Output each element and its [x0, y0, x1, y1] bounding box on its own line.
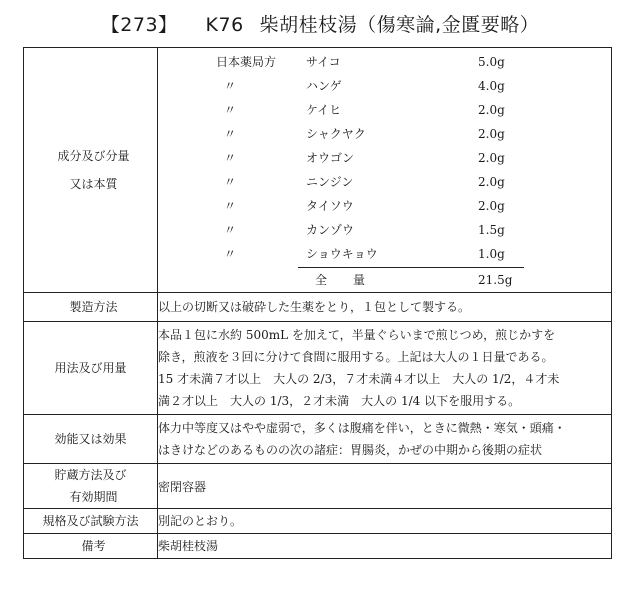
ingredients-label-line1: [24, 142, 157, 170]
ingredient-row: [158, 242, 611, 266]
dosage-label: 用法及び用量: [24, 322, 158, 415]
efficacy-label: 効能又は効果: [24, 415, 158, 464]
manufacturing-row: [24, 293, 612, 322]
label-char: 備: [81, 539, 94, 553]
ingredient-amount: 5.0g: [478, 55, 505, 69]
label-char: 本: [93, 177, 106, 191]
ingredient-name: ニンジン: [306, 175, 354, 189]
dosage-cell: [158, 322, 612, 415]
ingredient-name: タイソウ: [306, 199, 354, 213]
storage-text: 密閉容器: [158, 464, 612, 509]
ingredient-name: ケイヒ: [306, 103, 342, 117]
ingredient-name: サイコ: [306, 55, 341, 69]
remarks-label: [24, 534, 158, 559]
dosage-line: 除き，煎液を３回に分けて食間に服用する。上記は大人の１日量である。: [158, 350, 554, 364]
ingredient-amount: 2.0g: [478, 199, 505, 213]
formula-name: 柴胡桂枝湯（傷寒論,金匱要略）: [259, 14, 540, 36]
ingredient-amount: 4.0g: [478, 79, 505, 93]
specification-label: 規格及び試験方法: [24, 509, 158, 534]
formula-spec-table: [23, 47, 612, 559]
efficacy-line: 体力中等度又はやや虚弱で，多くは腹痛を伴い，ときに微熱・寒気・頭痛・: [158, 421, 566, 435]
storage-label: [24, 464, 158, 509]
label-char: 造: [81, 300, 94, 314]
pharmacopoeia-label: 日本薬局方: [216, 55, 277, 69]
label-char: 分: [69, 149, 82, 163]
ingredient-row: [158, 122, 611, 146]
ditto-mark: 〃: [224, 79, 237, 93]
ditto-mark: 〃: [224, 127, 237, 141]
ingredient-amount: 2.0g: [478, 175, 505, 189]
efficacy-cell: [158, 415, 612, 464]
ingredient-row: [158, 50, 611, 74]
ingredient-name: カンゾウ: [306, 223, 355, 237]
ingredients-cell: [158, 48, 612, 293]
label-char: 製: [69, 300, 82, 314]
dosage-line: 15 才未満７才以上 大人の 2/3，７才未満４才以上 大人の 1/2，４才未: [158, 372, 560, 386]
storage-label-line2: [24, 486, 157, 508]
ingredient-amount: 2.0g: [478, 127, 505, 141]
label-char: 方: [93, 300, 106, 314]
label-char: 法: [105, 300, 118, 314]
ingredient-amount: 2.0g: [478, 151, 505, 165]
dosage-text: [158, 322, 611, 414]
ditto-mark: 〃: [224, 223, 237, 237]
ingredients-row: [24, 48, 612, 293]
ingredient-name: シャクヤク: [306, 127, 366, 141]
label-char: 期: [93, 490, 106, 504]
storage-row: [24, 464, 612, 509]
ingredient-amount: 1.5g: [478, 223, 505, 237]
formula-code: K76: [205, 14, 244, 36]
page-title: [0, 10, 640, 38]
ditto-mark: 〃: [224, 247, 237, 261]
total-amount: 21.5g: [478, 273, 513, 287]
efficacy-text: [158, 415, 611, 463]
ingredients-label-line2: [24, 170, 157, 198]
storage-label-line1: 貯蔵方法及び: [54, 468, 127, 482]
specification-row: [24, 509, 612, 534]
dosage-line: 本品１包に水約 500mL を加えて，半量ぐらいまで煎じつめ，煎じかすを: [158, 328, 556, 342]
total-label: 全量: [315, 273, 392, 287]
label-char: 考: [93, 539, 106, 553]
total-row: [158, 268, 611, 292]
ingredient-name: ハンゲ: [306, 79, 342, 93]
ditto-mark: 〃: [224, 151, 237, 165]
entry-number: 【273】: [100, 14, 178, 36]
ingredient-name: オウゴン: [306, 151, 355, 165]
ingredient-amount: 2.0g: [478, 103, 505, 117]
ditto-mark: 〃: [224, 103, 237, 117]
label-char: 成: [57, 149, 70, 163]
ingredients-label: [24, 48, 158, 293]
label-char: 及: [81, 149, 94, 163]
label-char: 間: [105, 490, 118, 504]
ingredient-name: ショウキョウ: [306, 247, 378, 261]
ingredient-amount: 1.0g: [478, 247, 505, 261]
ingredient-list: [158, 48, 611, 292]
label-char: 又: [69, 177, 82, 191]
efficacy-line: はきけなどのあるものの次の諸症：胃腸炎，かぜの中期から後期の症状: [158, 443, 543, 457]
manufacturing-label: [24, 293, 158, 322]
specification-text: 別記のとおり。: [158, 509, 612, 534]
label-char: び: [93, 149, 106, 163]
label-char: 量: [117, 149, 130, 163]
ingredient-row: [158, 218, 611, 242]
ditto-mark: 〃: [224, 175, 237, 189]
label-char: 有: [69, 490, 82, 504]
ingredient-row: [158, 98, 611, 122]
ingredient-row: [158, 146, 611, 170]
dosage-line: 満２才以上 大人の 1/3，２才未満 大人の 1/4 以下を服用する。: [158, 394, 521, 408]
label-char: は: [81, 177, 94, 191]
label-char: 質: [105, 177, 118, 191]
label-char: 効: [81, 490, 94, 504]
manufacturing-text: 以上の切断又は破砕した生薬をとり，１包として製する。: [158, 293, 612, 322]
ingredient-row: [158, 74, 611, 98]
label-char: 分: [105, 149, 118, 163]
efficacy-row: [24, 415, 612, 464]
ditto-mark: 〃: [224, 199, 237, 213]
remarks-text: 柴胡桂枝湯: [158, 534, 612, 559]
ingredient-row: [158, 194, 611, 218]
remarks-row: [24, 534, 612, 559]
dosage-row: [24, 322, 612, 415]
ingredient-row: [158, 170, 611, 194]
